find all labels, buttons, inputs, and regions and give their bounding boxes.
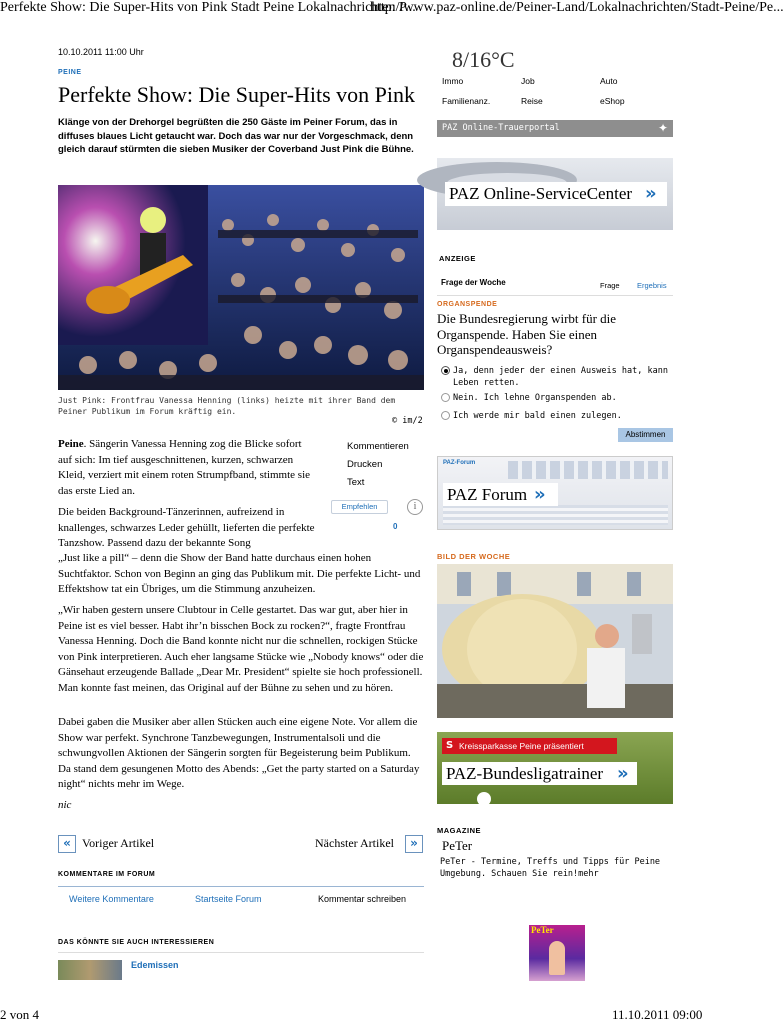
poll-option-yes-text: Ja, denn jeder der einen Ausweis hat, kann Leben retten. <box>453 366 668 388</box>
magazine-cover-title: PeTer <box>531 925 554 935</box>
poll-section: ORGANSPENDE <box>437 301 498 308</box>
article-author: nic <box>58 799 72 811</box>
print-link[interactable]: Drucken <box>347 459 383 470</box>
write-comment-link[interactable]: Kommentar schreiben <box>318 894 407 904</box>
forum-logo-small: PAZ-Forum <box>443 460 476 466</box>
bundesliga-label: PAZ-Bundesligatrainer <box>442 762 637 785</box>
more-comments-link[interactable]: Weitere Kommentare <box>69 894 154 904</box>
prev-article-link[interactable]: Voriger Artikel <box>82 836 155 850</box>
sparkasse-label: Kreissparkasse Peine präsentiert <box>459 741 584 751</box>
recommend-button[interactable]: Empfehlen <box>331 500 388 514</box>
concert-photo <box>58 185 424 390</box>
nav-job[interactable]: Job <box>521 76 535 86</box>
poll-radio-no[interactable] <box>441 393 450 402</box>
chevron-right-icon: » <box>534 484 546 505</box>
magazine-heading: MAGAZINE <box>437 826 481 835</box>
nav-reise[interactable]: Reise <box>521 96 543 106</box>
next-arrow-icon[interactable]: » <box>405 835 423 853</box>
servicecenter-banner[interactable] <box>437 158 673 230</box>
bird-icon: ✦ <box>657 121 668 135</box>
body-paragraph-3: „Wir haben gestern unsere Clubtour in Celle gestartet. Das war gut, aber hier in Peine ist es viel besser. Habt ihr’n bisschen Bock zu rocken?“, fragte Frontfrau Vanessa Henning. Doch die Band konnte nicht nur die schnellen, rockigen Stücke von Pink interpretieren. Auch eher langsame Stücke wie „Nobody knows“ oder die Gänsehaut erzeugende Ballade „Dear Mr. President“ spielte sie hoch professionell. Man konnte fast meinen, das Original auf der Bühne zu sehen und zu hören. <box>58 604 424 694</box>
next-article-link[interactable]: Nächster Artikel <box>315 836 394 850</box>
football-icon <box>477 792 491 806</box>
tab-question[interactable]: Frage <box>600 281 620 290</box>
poll-divider <box>437 295 673 296</box>
poll-option-yes <box>453 365 677 389</box>
print-header-url: http://www.paz-online.de/Peiner-Land/Lokalnachrichten/Stadt-Peine/Pe... <box>370 0 784 15</box>
forum-table-preview <box>508 461 668 479</box>
related-thumbnail[interactable] <box>58 960 122 980</box>
concert-photo-graphic <box>58 185 424 390</box>
photo-credit: © im/2 <box>392 416 423 426</box>
related-divider <box>58 952 424 953</box>
poll-radio-soon[interactable] <box>441 411 450 420</box>
servicecenter-label: PAZ Online-ServiceCenter <box>445 182 667 206</box>
nav-familienanzeigen[interactable]: Familienanz. <box>442 96 491 106</box>
recommend-count: 0 <box>393 522 398 531</box>
comments-link[interactable]: Kommentieren <box>347 441 409 452</box>
article-date: 10.10.2011 11:00 Uhr <box>58 47 144 57</box>
article-section[interactable]: PEINE <box>58 69 82 76</box>
nav-immo[interactable]: Immo <box>442 76 464 86</box>
mourning-portal-banner[interactable] <box>437 120 673 137</box>
sparkasse-icon: S <box>446 740 454 751</box>
forum-divider <box>58 886 424 887</box>
nav-auto[interactable]: Auto <box>600 76 618 86</box>
body-paragraph-1 <box>58 437 316 499</box>
bundesliga-banner[interactable] <box>437 732 673 804</box>
forum-list-preview <box>443 505 668 525</box>
vote-button[interactable]: Abstimmen <box>618 428 673 442</box>
photo-of-week-image[interactable] <box>437 564 673 718</box>
ad-label: ANZEIGE <box>439 254 476 263</box>
mourning-portal-label: PAZ Online-Trauerportal <box>442 123 560 133</box>
magazine-title[interactable]: PeTer <box>442 838 473 853</box>
forum-banner-label: PAZ Forum <box>443 483 558 506</box>
text-size-link[interactable]: Text <box>347 477 365 488</box>
poll-radio-yes[interactable] <box>441 366 450 375</box>
magazine-description: PeTer - Termine, Treffs und Tipps für Peine Umgebung. Schauen Sie rein!mehr <box>440 857 661 879</box>
photo-of-week-heading: BILD DER WOCHE <box>437 552 511 561</box>
poll-question: Die Bundesregierung wirbt für die Organspende. Haben Sie einen Organspendeausweis? <box>437 311 617 357</box>
prev-arrow-icon[interactable]: « <box>58 835 76 853</box>
magazine-cover[interactable] <box>529 925 585 981</box>
weather-temperature: 8/16°C <box>452 47 515 72</box>
forum-banner[interactable] <box>437 456 673 530</box>
poll-option-no: Nein. Ich lehne Organspenden ab. <box>453 393 617 403</box>
print-footer-page: 2 von 4 <box>0 1007 39 1022</box>
dateline: Peine <box>58 438 84 450</box>
nav-eshop[interactable]: eShop <box>600 96 625 106</box>
related-article-link[interactable]: Edemissen <box>131 960 179 970</box>
forum-home-link[interactable]: Startseite Forum <box>195 894 262 904</box>
body-paragraph-2b: „Just like a pill“ – denn die Show der Band hatte durchaus einen hohen Suchtfaktor. Schon von Beginn an ging das Publikum mit. Die perfekte Licht- und Effektshow tat ein Übriges, um die Stimmung anzuheizen. <box>58 552 421 595</box>
question-of-week-title: Frage der Woche <box>441 278 506 287</box>
page-title: Perfekte Show: Die Super-Hits von Pink <box>58 82 416 107</box>
body-paragraph-2a: Die beiden Background-Tänzerinnen, aufreizend in knallenges, schwarzes Leder gehüllt, lieferten die perfekte Tanzshow. Passend dazu der bekannte Song <box>58 506 315 549</box>
body-paragraph-1-text: . Sängerin Vanessa Henning zog die Blicke sofort auf sich: Im tief ausgeschnittenen, kurzen, schwarzen Kleid, verziert mit einem roten Strumpfband, stimmte sie das erste Lied an. <box>58 438 311 497</box>
info-icon[interactable]: i <box>407 499 423 515</box>
pumpkin-photo-graphic <box>437 564 673 718</box>
cover-figure <box>549 941 565 975</box>
chevron-right-icon: » <box>645 183 657 204</box>
print-header-title: Perfekte Show: Die Super-Hits von Pink Stadt Peine Lokalnachrichten P... <box>0 0 416 15</box>
photo-caption: Just Pink: Frontfrau Vanessa Henning (links) heizte mit ihrer Band dem Peiner Publikum im Forum kräftig ein. <box>58 396 396 416</box>
related-heading: DAS KÖNNTE SIE AUCH INTERESSIEREN <box>58 939 215 946</box>
body-paragraph-4: Dabei gaben die Musiker aber allen Stücken auch eine eigene Note. Vor allem die Show war perfekt. Synchrone Tanzbewegungen, Instrumentalsoli und die schwungvollen Aktionen der Sängerin sorgten für Begeisterung beim Publikum. Da stand dem gesungenen Motto des Abends: „Get the party started on a Saturday night“ nichts mehr im Wege. <box>58 716 420 790</box>
article-lead: Klänge von der Drehorgel begrüßten die 250 Gäste im Peiner Forum, das in diffuses blaues Licht getaucht war. Doch das war nur der Vorgeschmack, denn gleich darauf stürmten die sieben Musiker der Coverband Just Pink die Bühne. <box>58 117 414 155</box>
tab-results[interactable]: Ergebnis <box>637 281 667 290</box>
print-footer-datetime: 11.10.2011 09:00 <box>612 1007 703 1022</box>
poll-option-soon: Ich werde mir bald einen zulegen. <box>453 411 622 421</box>
chevron-right-icon: » <box>617 763 629 784</box>
forum-heading: KOMMENTARE IM FORUM <box>58 871 156 878</box>
